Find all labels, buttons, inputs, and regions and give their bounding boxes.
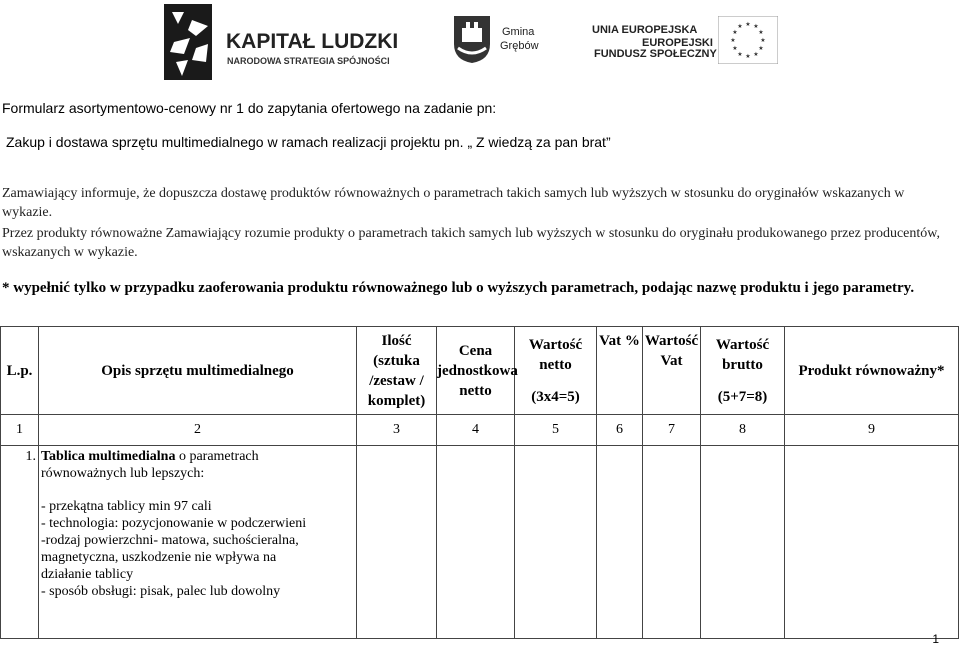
item-number: 1. (1, 446, 39, 639)
eu-logo (590, 14, 780, 68)
item-line2: równoważnych lub lepszych: (41, 466, 205, 481)
index-cell: 5 (515, 415, 597, 446)
item-name: Tablica multimedialna (41, 449, 176, 464)
header-cena (437, 327, 518, 415)
table-row (1, 446, 959, 639)
item-wartosc-brutto-cell[interactable] (701, 446, 785, 639)
eu-line2: EUROPEJSKI (642, 37, 713, 49)
header-wartosc-brutto-line: Wartość (715, 336, 770, 353)
item-name-rest: o parametrach (175, 449, 259, 464)
item-produkt-cell[interactable] (785, 446, 959, 639)
item-spec: magnetyczna, uszkodzenie nie wpływa na (41, 550, 277, 565)
zakup-line: Zakup i dostawa sprzętu multimedialnego w ramach realizacji projektu pn. „ Z wiedzą za pan brat” (6, 134, 611, 150)
kapital-ludzki-subtitle: NARODOWA STRATEGIA SPÓJNOŚCI (227, 56, 390, 66)
header-ilosc-line: Ilość (381, 332, 412, 349)
header-wartosc-netto-line: (3x4=5) (531, 388, 580, 405)
header-wartosc-netto (515, 327, 597, 415)
svg-text:★: ★ (732, 29, 738, 36)
header-spacer (515, 375, 596, 387)
item-spec: - sposób obsługi: pisak, palec lub dowolny (41, 584, 281, 599)
svg-text:★: ★ (745, 53, 751, 60)
item-spec: - technologia: pozycjonowanie w podczerwieni (41, 516, 307, 531)
offer-table (0, 326, 959, 639)
kapital-ludzki-logo (162, 2, 399, 82)
form-title: Formularz asortymentowo-cenowy nr 1 do zapytania ofertowego na zadanie pn: (2, 100, 497, 116)
header-lp: L.p. (1, 327, 39, 415)
header-cena-line: jednostkowa (437, 362, 518, 379)
svg-text:★: ★ (730, 37, 736, 44)
item-spec: -rodzaj powierzchni- matowa, suchościeralna, (41, 533, 299, 548)
index-row (1, 415, 959, 446)
svg-text:★: ★ (737, 51, 743, 58)
note-line: * wypełnić tylko w przypadku zaoferowania produktu równoważnego lub o wyższych parametrach, podając nazwę produktu i jego parametry. (2, 280, 915, 296)
svg-text:★: ★ (745, 21, 751, 28)
svg-text:★: ★ (737, 23, 743, 30)
header-wartosc-vat-line: Wartość (644, 333, 699, 349)
item-wartosc-vat-cell[interactable] (643, 446, 701, 639)
info-paragraph-1: Zamawiający informuje, że dopuszcza dostawę produktów równoważnych o parametrach takich samych lub wyższych w stosunku do oryginałów wskazanych w wykazie. (2, 186, 905, 220)
svg-text:★: ★ (732, 45, 738, 52)
header-wartosc-netto-line: Wartość (528, 336, 583, 353)
header-ilosc-line: /zestaw / (369, 372, 424, 389)
header-spacer (701, 375, 784, 387)
item-wartosc-netto-cell[interactable] (515, 446, 597, 639)
eu-line3: FUNDUSZ SPOŁECZNY (594, 48, 717, 60)
item-ilosc-cell[interactable] (357, 446, 437, 639)
eu-line1: UNIA EUROPEJSKA (592, 24, 698, 36)
header-wartosc-vat (643, 327, 701, 415)
index-cell: 3 (357, 415, 437, 446)
svg-text:★: ★ (760, 37, 766, 44)
svg-text:★: ★ (758, 29, 764, 36)
header-wartosc-netto-line: netto (539, 356, 572, 373)
index-cell: 8 (701, 415, 785, 446)
header-vat: Vat % (597, 327, 643, 415)
header-wartosc-vat-line: Vat (660, 353, 683, 369)
header-ilosc-line: (sztuka (373, 352, 420, 369)
gmina-line1: Gmina (502, 26, 535, 38)
index-cell: 7 (643, 415, 701, 446)
header-ilosc (357, 327, 437, 415)
svg-text:★: ★ (753, 51, 759, 58)
index-cell: 9 (785, 415, 959, 446)
gmina-logo (452, 14, 562, 68)
info-paragraph-2: Przez produkty równoważne Zamawiający rozumie produkty o parametrach takich samych lub wyższych w stosunku do oryginału produkowanego przez producentów, wskazanych w wykazie. (2, 226, 940, 260)
item-cena-cell[interactable] (437, 446, 515, 639)
eu-flag-icon (718, 16, 778, 64)
index-cell: 4 (437, 415, 515, 446)
item-vat-cell[interactable] (597, 446, 643, 639)
index-cell: 6 (597, 415, 643, 446)
index-cell: 2 (39, 415, 357, 446)
header-wartosc-brutto (701, 327, 785, 415)
header-cena-line: Cena (458, 342, 493, 359)
item-spacer (41, 482, 356, 498)
index-cell: 1 (1, 415, 39, 446)
kapital-ludzki-title: KAPITAŁ LUDZKI (226, 30, 399, 53)
item-description (39, 446, 357, 639)
item-spec: działanie tablicy (41, 567, 134, 582)
svg-text:★: ★ (758, 45, 764, 52)
gmina-line2: Grębów (500, 40, 539, 52)
table-header-row (1, 327, 959, 415)
header-wartosc-brutto-line: brutto (722, 356, 763, 373)
header-ilosc-line: komplet) (367, 392, 426, 409)
item-spec: - przekątna tablicy min 97 cali (41, 499, 212, 514)
gmina-crest-icon (452, 14, 492, 64)
svg-text:★: ★ (753, 23, 759, 30)
header-opis: Opis sprzętu multimedialnego (39, 327, 357, 415)
page-number: 1 (932, 632, 939, 646)
header-produkt: Produkt równoważny* (785, 327, 959, 415)
header-cena-line: netto (459, 382, 492, 399)
header-wartosc-brutto-line: (5+7=8) (717, 388, 768, 405)
item-title-line (41, 448, 356, 465)
